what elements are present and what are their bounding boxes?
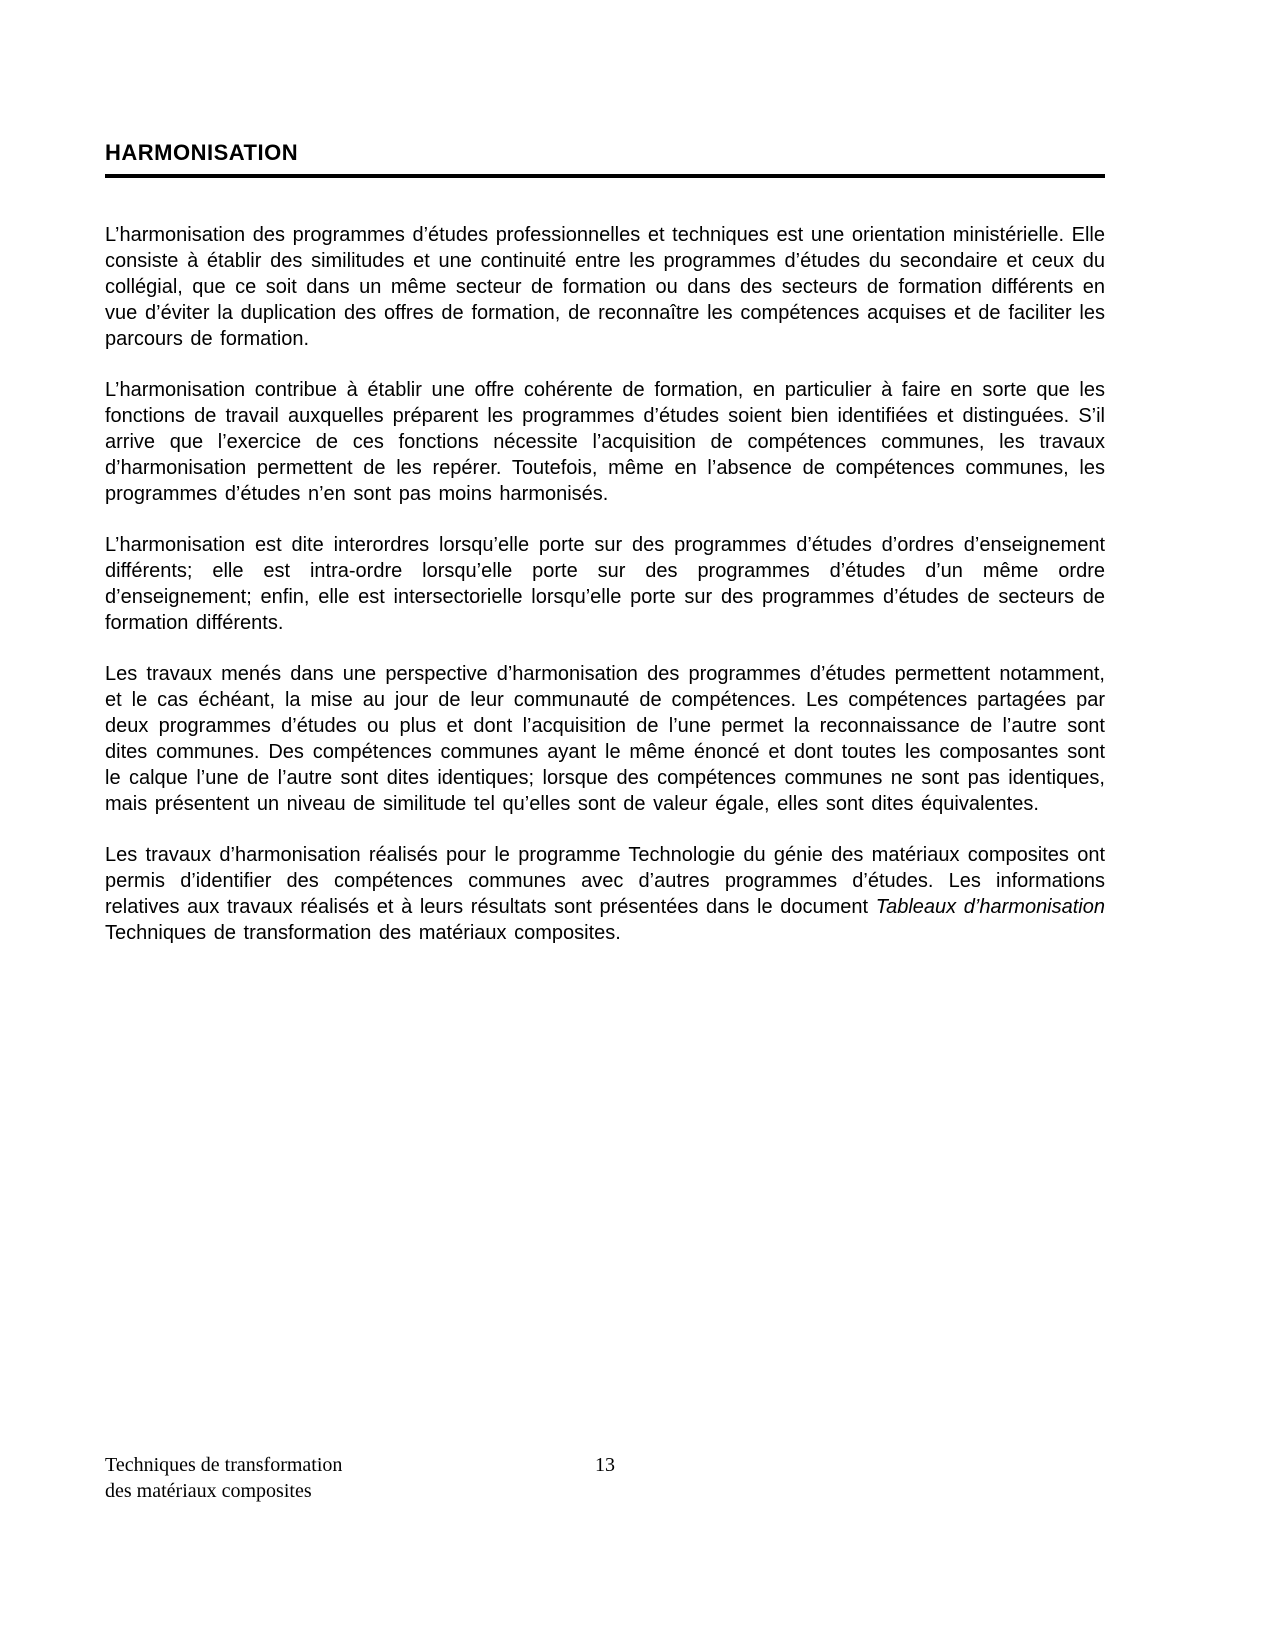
footer-page-number: 13 bbox=[595, 1454, 615, 1476]
paragraph-5-text-after: Techniques de transformation des matériaux composites. bbox=[105, 922, 621, 944]
footer-document-title bbox=[105, 1452, 525, 1504]
paragraph-5-text-before: Les travaux d’harmonisation réalisés pour le programme Technologie du génie des matériaux composites ont permis d’identifier des compétences communes avec d’autres programmes d’études. Les informations relatives aux travaux réalisés et à leurs résultats sont présentées dans le document bbox=[105, 844, 1105, 918]
page-content bbox=[105, 140, 1105, 971]
page-title: HARMONISATION bbox=[105, 140, 299, 165]
paragraph-1: L’harmonisation des programmes d’études professionnelles et techniques est une orientation ministérielle. Elle consiste à établir des similitudes et une continuité entre les programmes d’études du secondaire et ceux du collégial, que ce soit dans un même secteur de formation ou dans des secteurs de formation différents en vue d’éviter la duplication des offres de formation, de reconnaître les compétences acquises et de faciliter les parcours de formation. bbox=[105, 224, 1105, 350]
footer-title-line-2: des matériaux composites bbox=[105, 1480, 312, 1502]
paragraph-5 bbox=[105, 842, 1105, 946]
paragraph-3: L’harmonisation est dite interordres lorsqu’elle porte sur des programmes d’études d’ordres d’enseignement différents; elle est intra-ordre lorsqu’elle porte sur des programmes d’études d’un même ordre d’enseignement; enfin, elle est intersectorielle lorsqu’elle porte sur des programmes d’études de secteurs de formation différents. bbox=[105, 534, 1105, 634]
footer-title-line-1: Techniques de transformation bbox=[105, 1454, 343, 1476]
paragraph-5-document-title: Tableaux d’harmonisation bbox=[875, 896, 1105, 918]
heading-rule bbox=[105, 174, 1105, 178]
paragraph-4: Les travaux menés dans une perspective d’harmonisation des programmes d’études permettent notamment, et le cas échéant, la mise au jour de leur communauté de compétences. Les compétences partagées par deux programmes d’études ou plus et dont l’acquisition de l’une permet la reconnaissance de l’autre sont dites communes. Des compétences communes ayant le même énoncé et dont toutes les composantes sont le calque l’une de l’autre sont dites identiques; lorsque des compétences communes ne sont pas identiques, mais présentent un niveau de similitude tel qu’elles sont de valeur égale, elles sont dites équivalentes. bbox=[105, 663, 1105, 815]
body-text bbox=[105, 222, 1105, 946]
paragraph-2: L’harmonisation contribue à établir une offre cohérente de formation, en particulier à faire en sorte que les fonctions de travail auxquelles préparent les programmes d’études soient bien identifiées et distinguées. S’il arrive que l’exercice de ces fonctions nécessite l’acquisition de compétences communes, les travaux d’harmonisation permettent de les repérer. Toutefois, même en l’absence de compétences communes, les programmes d’études n’en sont pas moins harmonisés. bbox=[105, 379, 1105, 505]
